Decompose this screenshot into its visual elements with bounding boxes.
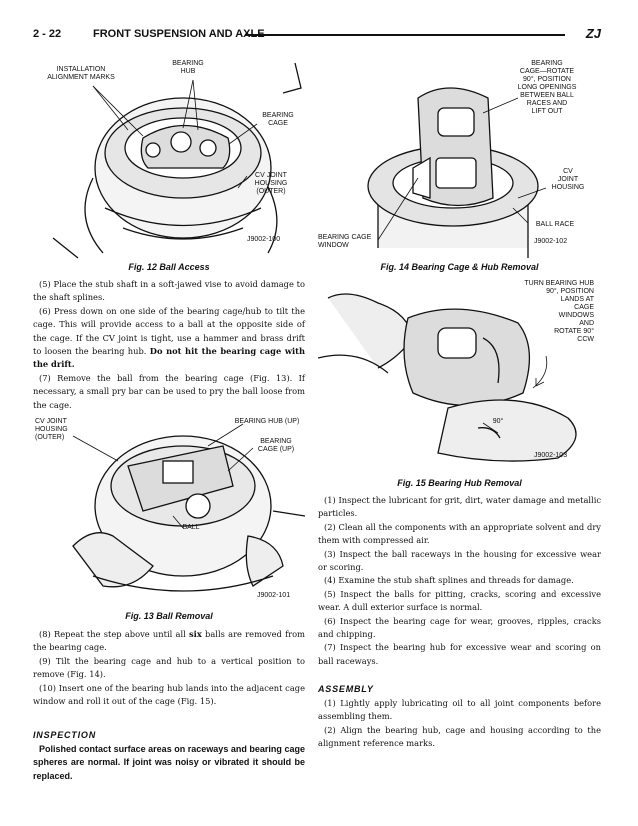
inspection-note-text: Polished contact surface areas on raceways and bearing cage spheres are normal. If joint was noisy or vibrated it should be replaced. [33, 744, 305, 781]
fig14-caption: Fig. 14 Bearing Cage & Hub Removal [380, 262, 539, 272]
fig12-label-installation-marks: INSTALLATION ALIGNMENT MARKS [47, 66, 115, 81]
step-8-emphasis: six [189, 629, 202, 639]
fig12-label-bearing-cage: BEARING CAGE [262, 112, 294, 127]
fig14-illustration [318, 58, 601, 258]
fig13-illustration [33, 416, 305, 606]
fig13-label-ball: BALL [182, 524, 200, 531]
inspect-step-4: (4) Examine the stub shaft splines and threads for damage. [324, 575, 574, 586]
step-8-text-a: (8) Repeat the step above until all [39, 629, 190, 639]
step-9: (9) Tilt the bearing cage and hub to a vertical position to remove (Fig. 14). [33, 655, 305, 680]
page-number: 2 - 22 [33, 28, 62, 40]
fig13-label-cv-joint-housing: CV JOINT HOUSING (OUTER) [35, 418, 68, 441]
inspect-step-6: (6) Inspect the bearing cage for wear, grooves, ripples, cracks and chipping. [318, 615, 601, 640]
assembly-step-1: (1) Lightly apply lubricating oil to all joint components before assembling them. [318, 698, 601, 722]
fig13-caption: Fig. 13 Ball Removal [125, 611, 213, 621]
fig12-id: J9002-100 [247, 236, 281, 243]
inspect-step-2: (2) Clean all the components with an appropriate solvent and dry them with compressed air. [318, 521, 601, 546]
fig12-illustration [33, 58, 305, 260]
fig15-label-angle: 90° [492, 418, 504, 425]
header-rule [245, 34, 565, 36]
inspect-step-3: (3) Inspect the ball raceways in the housing for excessive wear or scoring. [318, 548, 601, 573]
inspect-step-7: (7) Inspect the bearing hub for excessive wear and scoring on ball raceways. [318, 642, 601, 666]
inspect-step-1: (1) Inspect the lubricant for grit, dirt, water damage and metallic particles. [318, 495, 601, 519]
fig15-id: J9002-103 [534, 452, 568, 459]
assembly-steps [318, 697, 601, 751]
step-8 [33, 628, 305, 655]
fig14-id: J9002-102 [534, 238, 568, 245]
fig14-label-bearing-cage-rotate: BEARING CAGE—ROTATE 90°, POSITION LONG OPENINGS BETWEEN BALL RACES AND LIFT OUT [517, 60, 577, 115]
assembly-step-2: (2) Align the bearing hub, cage and housing according to the alignment reference marks. [318, 724, 601, 749]
assembly-heading: ASSEMBLY [318, 684, 374, 694]
step-6-warning: Do not hit the bearing cage with the drift. [33, 346, 305, 370]
fig14-label-ball-race: BALL RACE [535, 221, 575, 228]
fig12-drawing [33, 58, 305, 260]
fig14-label-cv-joint-housing: CV JOINT HOUSING [551, 168, 585, 191]
fig15-illustration [318, 278, 601, 466]
inspect-step-5: (5) Inspect the balls for pitting, cracks, scoring and excessive wear. A dull exterior surface is normal. [318, 588, 601, 613]
inspection-note [33, 743, 305, 783]
steps-5-7 [33, 278, 305, 412]
steps-8-10 [33, 628, 305, 708]
step-6-text: (6) Press down on one side of the bearing cage/hub to tilt the cage. This will provide access to a ball at the opposite side of the cage. If the CV joint is tight, use a hammer and brass drift to loosen the bearing hub. [33, 305, 305, 357]
inspection-steps [318, 494, 601, 668]
fig12-label-bearing-hub: BEARING HUB [172, 60, 204, 75]
fig12-label-cv-joint-housing: CV JOINT HOUSING (OUTER) [254, 172, 288, 195]
step-5: (5) Place the stub shaft in a soft-jawed vise to avoid damage to the shaft splines. [33, 279, 305, 303]
inspection-heading: INSPECTION [33, 730, 97, 740]
fig12-caption: Fig. 12 Ball Access [128, 262, 210, 272]
fig13-label-bearing-cage-up: BEARING CAGE (UP) [257, 438, 295, 453]
fig15-label-turn-hub: TURN BEARING HUB 90°, POSITION LANDS AT CAGE WINDOWS AND ROTATE 90° CCW [524, 280, 594, 343]
step-7: (7) Remove the ball from the bearing cage (Fig. 13). If necessary, a small pry bar can be used to pry the ball loose from the cage. [33, 372, 305, 410]
section-title: FRONT SUSPENSION AND AXLE [93, 28, 265, 40]
step-10: (10) Insert one of the bearing hub lands into the adjacent cage window and roll it out of the cage (Fig. 15). [33, 682, 305, 707]
model-code: ZJ [585, 26, 601, 41]
fig15-caption: Fig. 15 Bearing Hub Removal [397, 478, 522, 488]
fig14-label-bearing-cage-window: BEARING CAGE WINDOW [318, 234, 372, 249]
fig13-label-bearing-hub-up: BEARING HUB (UP) [234, 418, 300, 425]
step-8-text-b: balls are removed from the bearing cage. [33, 629, 305, 653]
step-6 [33, 305, 305, 372]
page-header [33, 26, 601, 44]
fig13-id: J9002-101 [257, 592, 291, 599]
